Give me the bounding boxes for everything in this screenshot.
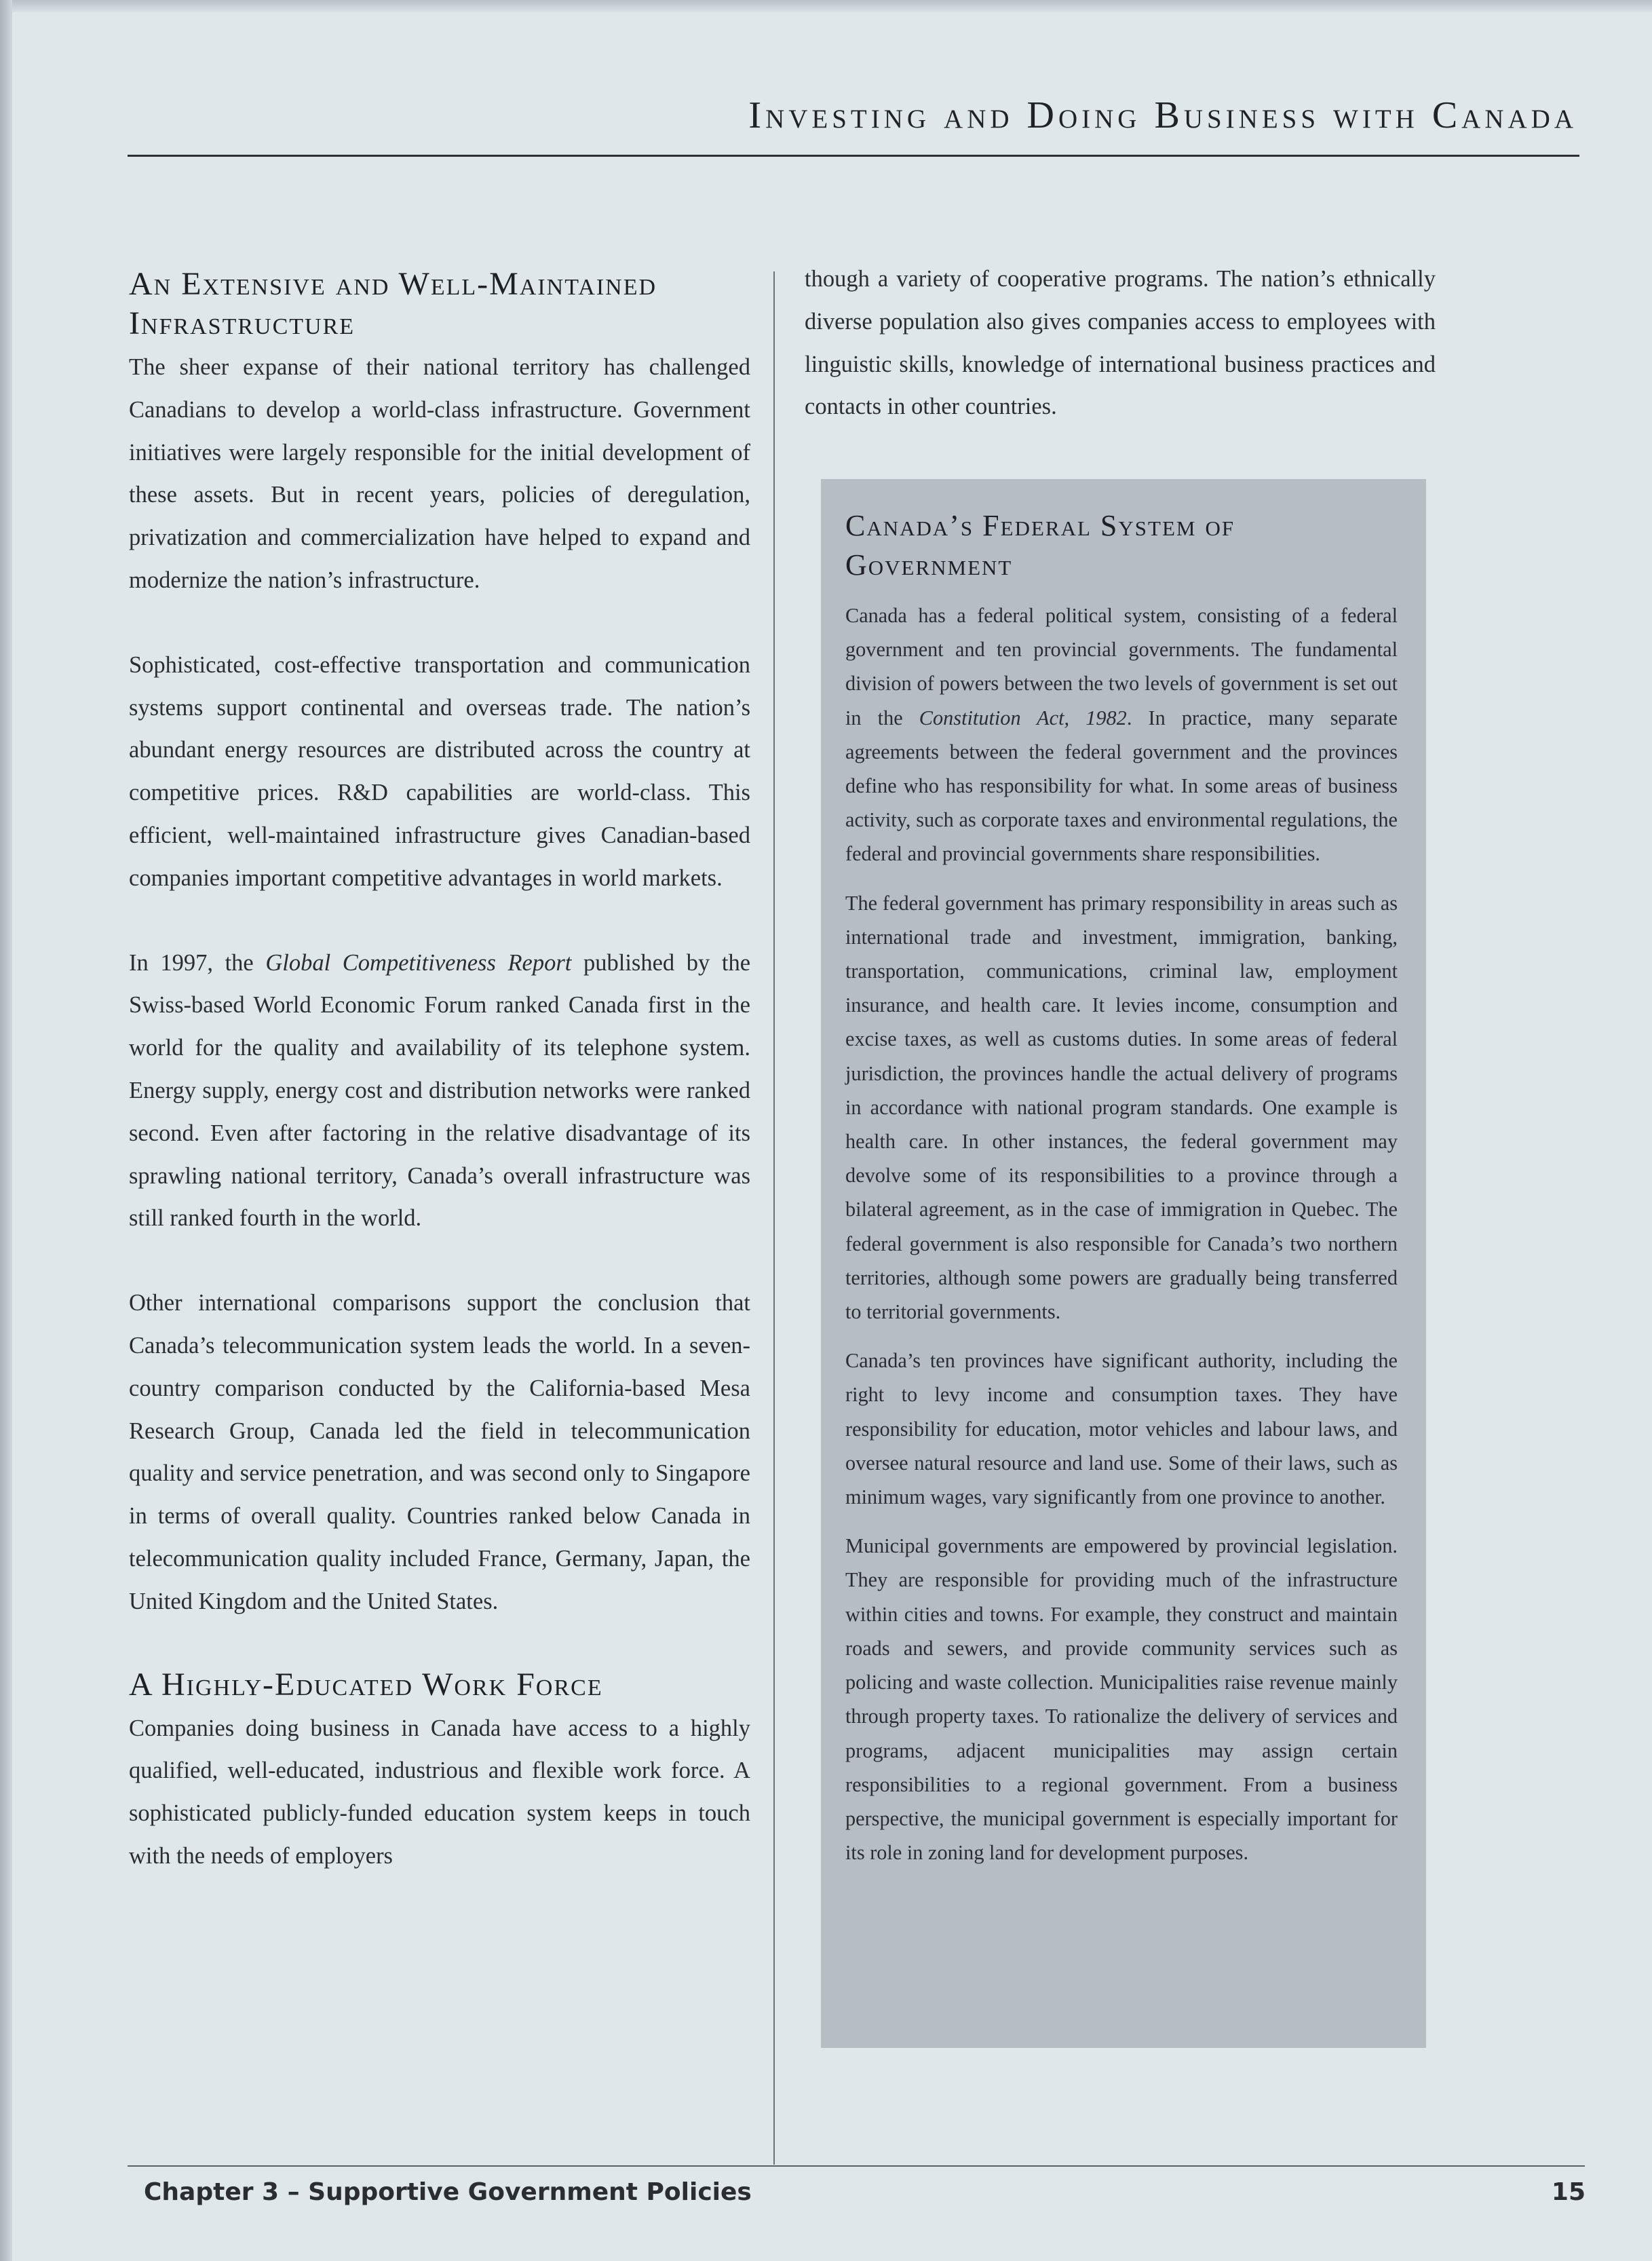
sidebar-paragraph: Canada’s ten provinces have significant authority, including the right to levy income and consumption taxes. They have responsibility for education, motor vehicles and labour laws, and oversee natural resource and land use. Some of their laws, such as minimum wages, vary significantly from one province to another. xyxy=(845,1349,1398,1509)
paragraph xyxy=(129,942,750,1240)
sidebar-heading: Canada’s Federal System of Government xyxy=(845,509,1235,582)
header-rule xyxy=(128,155,1579,157)
footer-chapter-title: Chapter 3 – Supportive Government Policies xyxy=(144,2178,752,2206)
sidebar-box xyxy=(821,479,1426,2048)
paragraph-text: published by the Swiss-based World Economic Forum ranked Canada first in the world for the quality and availability of its telephone system. Energy supply, energy cost and distribution networks were ranked second. Even after factoring in the relative disadvantage of its sprawling national territory, Canada’s overall infrastructure was still ranked fourth in the world. xyxy=(129,949,751,1232)
right-column xyxy=(805,258,1436,470)
left-column xyxy=(129,265,750,1920)
section-heading-work-force: A Highly-Educated Work Force xyxy=(129,1666,603,1703)
paragraph: The sheer expanse of their national territory has challenged Canadians to develop a world-class infrastructure. Government initiatives were largely responsible for the initial development of these assets. But in recent years, policies of deregulation, privatization and commercialization have helped to expand and modernize the nation’s infrastructure. xyxy=(129,354,750,593)
act-title: Constitution Act, 1982 xyxy=(919,706,1127,729)
running-header: Investing and Doing Business with Canada xyxy=(748,94,1577,136)
page-number: 15 xyxy=(1551,2178,1586,2206)
section-heading-infrastructure: An Extensive and Well-Maintained Infrastructure xyxy=(129,266,657,341)
footer-rule xyxy=(128,2165,1585,2167)
sidebar-paragraph: The federal government has primary responsibility in areas such as international trade and investment, immigration, banking, transportation, communications, criminal law, employment insurance, and health care. It levies income, consumption and excise taxes, as well as customs duties. In some areas of federal jurisdiction, the provinces handle the actual delivery of programs in accordance with national program standards. One example is health care. In other instances, the federal government may devolve some of its responsibilities to a province through a bilateral agreement, as in the case of immigration in Quebec. The federal government is also responsible for Canada’s two northern territories, although some powers are gradually being transferred to territorial governments. xyxy=(845,891,1398,1324)
paragraph: Companies doing business in Canada have access to a highly qualified, well-educated, industrious and flexible work force. A sophisticated publicly-funded education system keeps in touch with the needs of employers xyxy=(129,1715,750,1869)
report-title: Global Competitiveness Report xyxy=(265,949,572,976)
paragraph-text: In 1997, the xyxy=(129,949,266,976)
paragraph: Sophisticated, cost-effective transportation and communication systems support continental and overseas trade. The nation’s abundant energy resources are distributed across the country at competitive prices. R&D capabilities are world-class. This efficient, well-maintained infrastructure gives Canadian-based companies important competitive advantages in world markets. xyxy=(129,651,750,891)
book-spine xyxy=(0,0,12,2261)
column-divider xyxy=(773,271,775,2165)
sidebar-paragraph xyxy=(845,598,1398,871)
paragraph: Other international comparisons support the conclusion that Canada’s telecommunication system leads the world. In a seven-country comparison conducted by the California-based Mesa Research Group, Canada led the field in telecommunication quality and service penetration, and was second only to Singapore in terms of overall quality. Countries ranked below Canada in telecommunication quality included France, Germany, Japan, the United Kingdom and the United States. xyxy=(129,1290,750,1614)
page-top-edge xyxy=(0,0,1652,12)
paragraph-text: . In practice, many separate agreements between the federal government and the provinces define who has responsibility for what. In some areas of business activity, such as corporate taxes and environmental regulations, the federal and provincial governments share responsibilities. xyxy=(845,706,1398,866)
sidebar-paragraph: Municipal governments are empowered by provincial legislation. They are responsible for providing much of the infrastructure within cities and towns. For example, they construct and maintain roads and sewers, and provide community services such as policing and waste collection. Municipalities raise revenue mainly through property taxes. To rationalize the delivery of services and programs, adjacent municipalities may assign certain responsibilities to a regional government. From a business perspective, the municipal government is especially important for its role in zoning land for development purposes. xyxy=(845,1534,1398,1865)
paragraph: though a variety of cooperative programs. The nation’s ethnically diverse population also gives companies access to employees with linguistic skills, knowledge of international business practices and contacts in other countries. xyxy=(805,266,1436,420)
paragraph-text: Canada has a federal political system, consisting of a federal government and ten provincial governments. The fundamental division of powers between the two levels of government is set out in the xyxy=(845,604,1398,729)
